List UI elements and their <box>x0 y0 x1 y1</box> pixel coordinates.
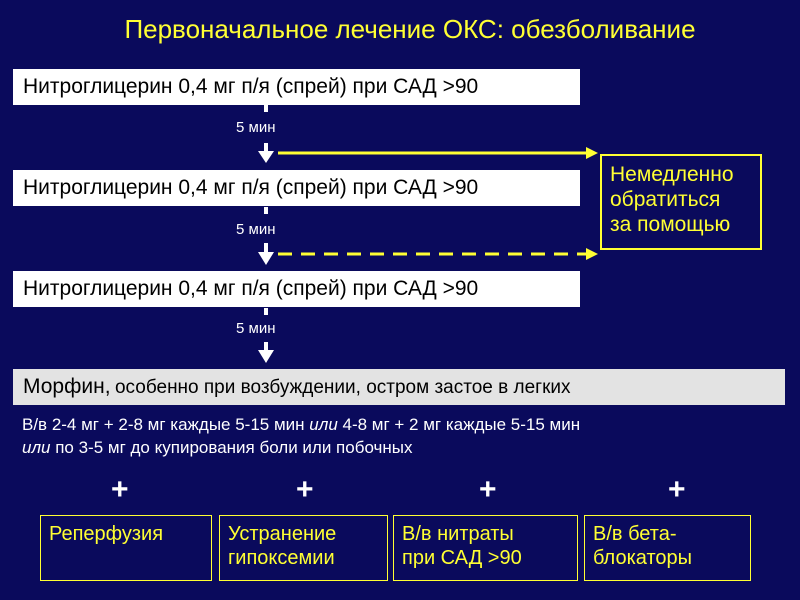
emergency-line-1: Немедленно <box>610 163 734 186</box>
nitroglycerin-step-2: Нитроглицерин 0,4 мг п/я (спрей) при САД >90 <box>13 170 580 206</box>
emergency-line-3: за помощью <box>610 213 731 236</box>
morphine-step <box>13 369 785 405</box>
interval-label-2: 5 мин <box>236 221 276 238</box>
adjunct-line: В/в нитраты <box>402 523 514 545</box>
interval-label-1: 5 мин <box>236 119 276 136</box>
interval-label-3: 5 мин <box>236 320 276 337</box>
adjunct-line: блокаторы <box>593 547 693 569</box>
emergency-line-2: обратиться <box>610 188 721 211</box>
adjunct-reperfusion <box>40 515 212 581</box>
dosing-or-2: или <box>22 438 51 457</box>
morphine-name: Морфин, <box>23 375 111 398</box>
adjunct-line: Реперфузия <box>49 523 164 545</box>
nitroglycerin-step-1: Нитроглицерин 0,4 мг п/я (спрей) при САД >90 <box>13 69 580 105</box>
adjunct-beta-blockers <box>584 515 751 581</box>
dosing-or-1: или <box>309 415 338 434</box>
adjunct-iv-nitrates <box>393 515 578 581</box>
emergency-arrow-solid <box>278 147 598 159</box>
dosing-part-3: по 3-5 мг до купирования боли или побочных <box>50 438 413 457</box>
dosing-part-2: 4-8 мг + 2 мг каждые 5-15 мин <box>337 415 581 434</box>
plus-sign-3: + <box>479 473 497 506</box>
dosing-part-1: В/в 2-4 мг + 2-8 мг каждые 5-15 мин <box>22 415 310 434</box>
plus-sign-2: + <box>296 473 314 506</box>
nitroglycerin-step-3: Нитроглицерин 0,4 мг п/я (спрей) при САД >90 <box>13 271 580 307</box>
adjunct-line: при САД >90 <box>402 547 522 569</box>
page-title: Первоначальное лечение ОКС: обезболивание <box>124 14 696 44</box>
morphine-condition: особенно при возбуждении, остром застое в легких <box>114 377 571 398</box>
morphine-dosing <box>22 413 792 459</box>
emergency-arrow-dashed <box>278 248 598 260</box>
emergency-help-box <box>600 154 762 250</box>
plus-sign-4: + <box>668 473 686 506</box>
adjunct-line: В/в бета- <box>593 523 677 545</box>
plus-sign-1: + <box>111 473 129 506</box>
adjunct-line: Устранение <box>228 523 337 545</box>
adjunct-hypoxemia <box>219 515 388 581</box>
adjunct-line: гипоксемии <box>228 547 335 569</box>
